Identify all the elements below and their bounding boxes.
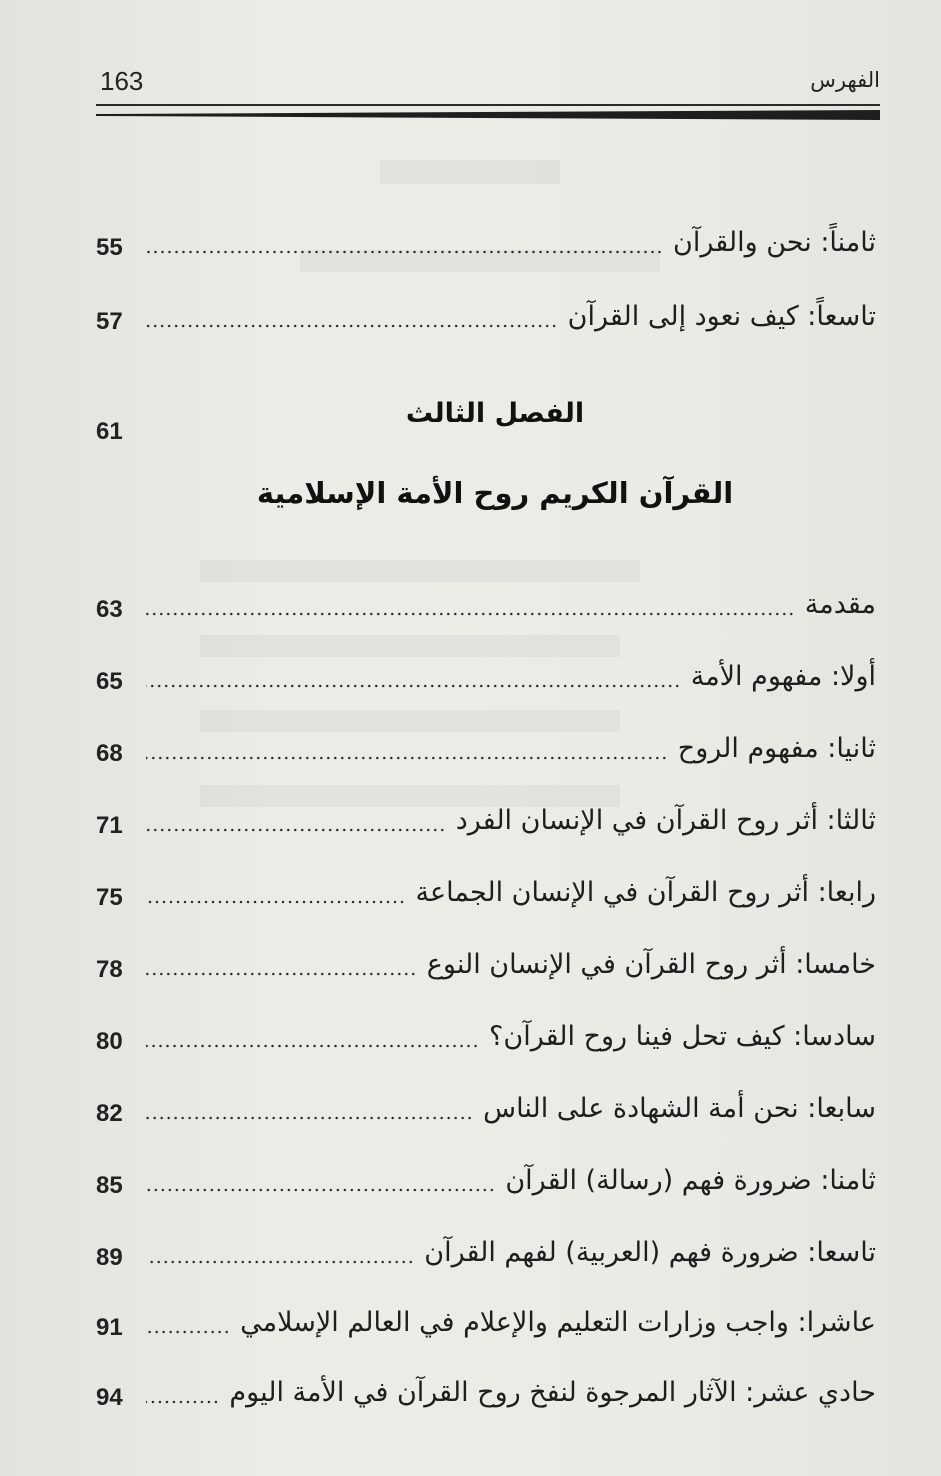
toc-entry-page: 89 (96, 1244, 123, 1271)
toc-entry-label: خامسا: أثر روح القرآن في الإنسان النوع (426, 948, 876, 980)
page-number: 163 (100, 66, 144, 96)
toc-entry-label: سابعا: نحن أمة الشهادة على الناس (483, 1092, 876, 1124)
toc-entry-page: 85 (96, 1172, 123, 1199)
bleed-through-mark (380, 160, 560, 184)
leader-dots (146, 612, 795, 616)
toc-entry-label: تاسعا: ضرورة فهم (العربية) لفهم القرآن (424, 1236, 876, 1268)
toc-entry (96, 720, 876, 776)
leader-dots (146, 684, 681, 688)
toc-entry-page: 55 (96, 234, 123, 261)
toc-entry (96, 936, 876, 992)
toc-entry (96, 864, 876, 920)
toc-entry (96, 1080, 876, 1136)
toc-entry-page: 80 (96, 1028, 123, 1055)
toc-entry (96, 792, 876, 848)
toc-entry (96, 648, 876, 704)
leader-dots (146, 1260, 414, 1264)
toc-entry (96, 1008, 876, 1064)
chapter-title: القرآن الكريم روح الأمة الإسلامية (256, 476, 734, 510)
toc-entry-page: 94 (96, 1384, 123, 1411)
toc-entry-label: رابعا: أثر روح القرآن في الإنسان الجماعة (415, 876, 876, 908)
leader-dots (146, 828, 446, 832)
toc-entry-page: 71 (96, 812, 123, 839)
toc-entry-page: 82 (96, 1100, 123, 1127)
toc-entry-page: 78 (96, 956, 123, 983)
toc-entry (96, 576, 876, 632)
toc-entry-label: عاشرا: واجب وزارات التعليم والإعلام في العالم الإسلامي (240, 1306, 876, 1338)
toc-entry-label: ثالثا: أثر روح القرآن في الإنسان الفرد (455, 804, 876, 836)
toc-entry-label: ثامنا: ضرورة فهم (رسالة) القرآن (505, 1164, 876, 1196)
toc-entry (96, 1152, 876, 1208)
toc-entry-page: 57 (96, 308, 123, 335)
toc-entry-page: 63 (96, 596, 123, 623)
toc-entry-page: 91 (96, 1314, 123, 1341)
header-rule-thin (96, 104, 880, 106)
toc-entry-label: ثانيا: مفهوم الروح (677, 732, 876, 764)
leader-dots (146, 972, 417, 976)
leader-dots (146, 1188, 495, 1192)
leader-dots (146, 900, 406, 904)
leader-dots (146, 1116, 473, 1120)
leader-dots (146, 1330, 230, 1334)
toc-entry-label: مقدمة (804, 588, 876, 620)
leader-dots (146, 1044, 479, 1048)
header-rule-thick (96, 110, 880, 120)
leader-dots (146, 250, 663, 254)
toc-entry-label: سادسا: كيف تحل فينا روح القرآن؟ (489, 1020, 876, 1052)
toc-entry-label: أولا: مفهوم الأمة (690, 660, 876, 692)
toc-entry (96, 1364, 876, 1420)
leader-dots (146, 1400, 219, 1404)
leader-dots (146, 324, 558, 328)
running-title: الفهرس (810, 68, 880, 92)
toc-entry-page: 68 (96, 740, 123, 767)
chapter-page-number: 61 (96, 418, 123, 445)
toc-entry-page: 75 (96, 884, 123, 911)
toc-entry-label: ثامناً: نحن والقرآن (673, 226, 876, 258)
toc-entry-label: حادي عشر: الآثار المرجوة لنفخ روح القرآن في الأمة اليوم (229, 1376, 876, 1408)
page-header (96, 62, 880, 102)
leader-dots (146, 756, 668, 760)
toc-entry-page: 65 (96, 668, 123, 695)
toc-entry (96, 288, 876, 344)
toc-entry (96, 214, 876, 270)
toc-entry-label: تاسعاً: كيف نعود إلى القرآن (567, 300, 876, 332)
chapter-label: الفصل الثالث (405, 398, 585, 429)
toc-entry (96, 1294, 876, 1350)
toc-entry (96, 1224, 876, 1280)
